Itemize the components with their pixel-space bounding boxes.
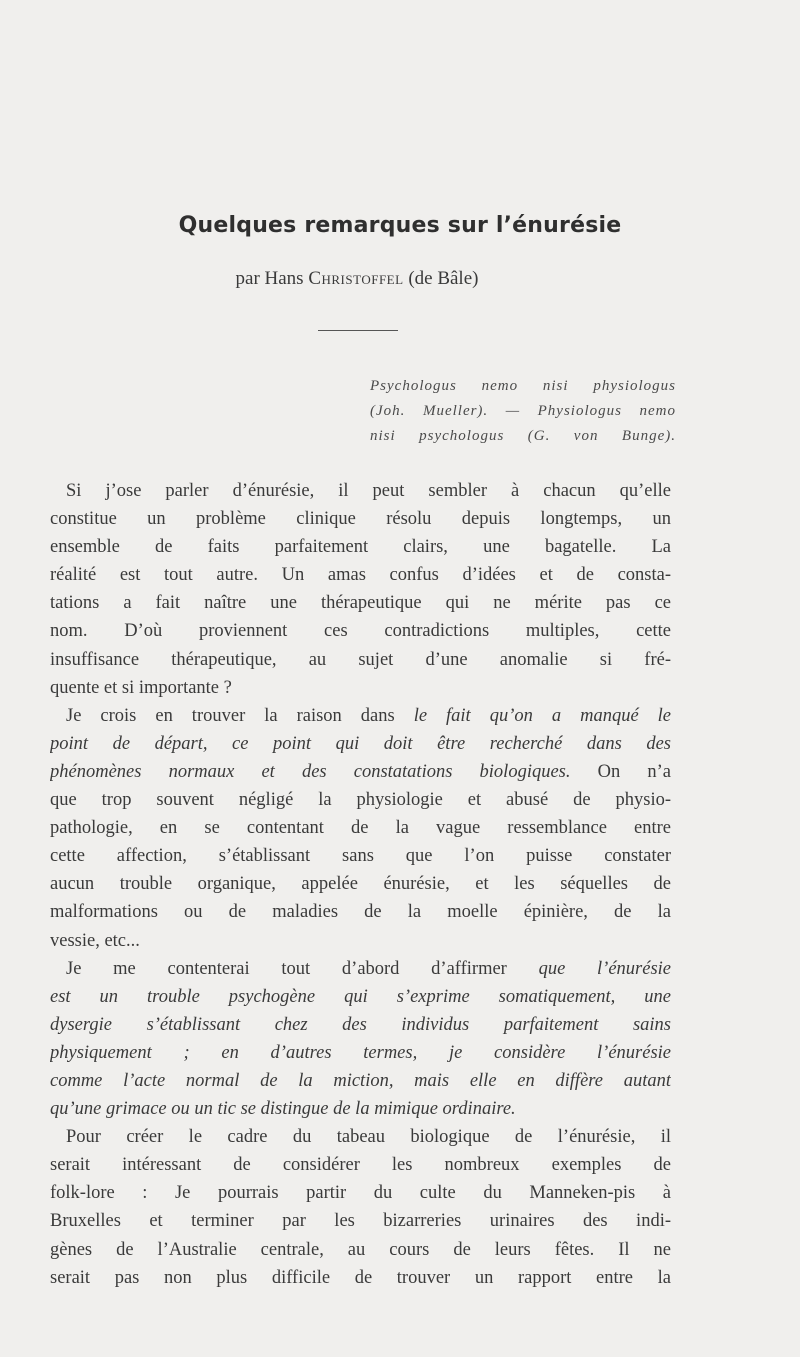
author-surname: Christoffel <box>308 268 404 289</box>
body-text-span: Je crois en trouver la raison dans <box>66 705 414 726</box>
epigraph-line: (Joh. Mueller). — Physiologus nemo <box>370 403 676 419</box>
epigraph <box>370 374 676 449</box>
body-line: Pour créer le cadre du tabeau biologique de l’énurésie, il <box>66 1127 671 1148</box>
body-line: folk-lore : Je pourrais partir du culte du Manneken-pis à <box>50 1183 671 1204</box>
body-line <box>50 955 671 983</box>
article-body <box>50 477 671 1292</box>
body-line: ensemble de faits parfaitement clairs, une bagatelle. La <box>50 537 671 558</box>
body-line: gènes de l’Australie centrale, au cours de leurs fêtes. Il ne <box>50 1239 671 1260</box>
body-line: que trop souvent négligé la physiologie et abusé de physio- <box>50 790 671 811</box>
body-line <box>50 702 671 730</box>
body-line: serait pas non plus difficile de trouver un rapport entre la <box>50 1267 671 1288</box>
body-line: insuffisance thérapeutique, au sujet d’une anomalie si fré- <box>50 649 671 670</box>
body-line: dysergie s’établissant chez des individus parfaitement sains <box>50 1014 671 1035</box>
body-line: cette affection, s’établissant sans que l’on puisse constater <box>50 846 671 867</box>
article-title: Quelques remarques sur l’énurésie <box>178 213 622 238</box>
body-italic-span: phénomènes normaux et des constatations biologiques. <box>50 761 571 782</box>
body-line: Bruxelles et terminer par les bizarreries urinaires des indi- <box>50 1211 671 1232</box>
body-line: pathologie, en se contentant de la vague ressemblance entre <box>50 818 671 839</box>
byline-prefix: par Hans <box>235 268 309 289</box>
body-line: nom. D’où proviennent ces contradictions multiples, cette <box>50 621 671 642</box>
body-italic-span: le fait qu’on a manqué le <box>413 705 671 726</box>
body-line: physiquement ; en d’autres termes, je considère l’énurésie <box>50 1042 671 1063</box>
body-line: vessie, etc... <box>50 930 140 951</box>
body-line: qu’une grimace ou un tic se distingue de la mimique ordinaire. <box>50 1099 516 1120</box>
body-line: serait intéressant de considérer les nombreux exemples de <box>50 1155 671 1176</box>
body-italic-span: que l’énurésie <box>538 958 671 979</box>
body-line: Si j’ose parler d’énurésie, il peut sembler à chacun qu’elle <box>66 481 671 501</box>
body-line: est un trouble psychogène qui s’exprime somatiquement, une <box>50 986 671 1007</box>
body-line <box>50 758 671 786</box>
separator-rule <box>318 330 398 331</box>
author-byline <box>0 268 714 290</box>
body-line: quente et si importante ? <box>50 677 232 698</box>
body-line: réalité est tout autre. Un amas confus d’idées et de consta- <box>50 565 671 586</box>
epigraph-line: nisi psychologus (G. von Bunge). <box>370 428 676 444</box>
epigraph-line: Psychologus nemo nisi physiologus <box>370 378 676 394</box>
body-line: constitue un problème clinique résolu depuis longtemps, un <box>50 509 671 530</box>
body-text-span: Je me contenterai tout d’abord d’affirmer <box>66 958 539 979</box>
byline-suffix: (de Bâle) <box>403 268 479 289</box>
body-line: point de départ, ce point qui doit être recherché dans des <box>50 733 671 754</box>
body-line: comme l’acte normal de la miction, mais elle en diffère autant <box>50 1070 671 1091</box>
body-line: aucun trouble organique, appelée énurésie, et les séquelles de <box>50 874 671 895</box>
body-line: malformations ou de maladies de la moelle épinière, de la <box>50 902 671 923</box>
body-text-span: On n’a <box>570 761 671 782</box>
body-line: tations a fait naître une thérapeutique qui ne mérite pas ce <box>50 593 671 614</box>
